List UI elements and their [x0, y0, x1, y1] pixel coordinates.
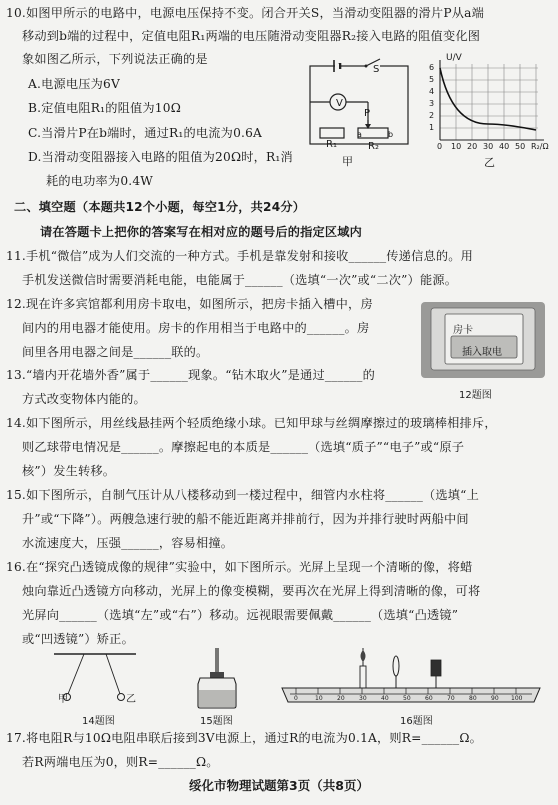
graph-x-tick-50: 50 [515, 142, 526, 151]
q13-line-1: 13.“墙内开花墙外香”属于______现象。“钻木取火”是通过______的 [6, 368, 375, 382]
graph-y-tick-4: 4 [429, 87, 435, 96]
ruler-tick-100: 100 [511, 695, 523, 702]
graph-x-tick-10: 10 [451, 142, 462, 151]
q10-option-d: D.当滑动变阻器接入电路的阻值为20Ω时，R₁消 [28, 150, 293, 164]
graph-y-unit: U/V [446, 53, 462, 63]
q10-line-1: 10.如图甲所示的电路中，电源电压保持不变。闭合开关S，当滑动变阻器的滑片P从a端 [6, 6, 484, 20]
circuit-figure-label: 甲 [342, 155, 353, 168]
r2-label: R₂ [368, 141, 379, 152]
q10-option-c: C.当滑片P在b端时，通过R₁的电流为0.6A [28, 126, 263, 140]
ruler-tick-20: 20 [337, 695, 345, 702]
switch-label: S [373, 64, 380, 75]
ruler-tick-30: 30 [359, 695, 367, 702]
q11-line-2: 手机发送微信时需要消耗电能，电能属于______（选填“一次”或“二次”）能源。 [22, 273, 458, 287]
q14-line-1: 14.如下图所示，用丝线悬挂两个轻质绝缘小球。已知甲球与丝绸摩擦过的玻璃棒相排斥， [6, 416, 497, 430]
q16-figure-caption: 16题图 [400, 716, 433, 727]
graph-y-tick-5: 5 [429, 75, 435, 84]
q12-figure-caption: 12题图 [459, 390, 492, 401]
q14-figure-caption: 14题图 [82, 716, 115, 727]
ruler-tick-90: 90 [491, 695, 499, 702]
q14-line-2: 则乙球带电情况是______。摩擦起电的本质是______（选填“质子”“电子”或“原子 [22, 440, 465, 454]
graph-x-tick-20: 20 [467, 142, 478, 151]
q16-line-2: 烛向靠近凸透镜方向移动，光屏上的像变模糊，要再次在光屏上得到清晰的像，可将 [22, 584, 481, 598]
end-b-label: b [388, 130, 394, 139]
graph-x-tick-40: 40 [499, 142, 510, 151]
q10-voltage-graph [426, 56, 552, 148]
slider-label: P [364, 108, 371, 119]
q12-line-3: 间里各用电器之间是______联的。 [22, 345, 209, 359]
end-a-label: a [357, 130, 362, 139]
card-text: 房卡 [453, 325, 473, 336]
q10-line-2: 移动到b端的过程中，定值电阻R₁两端的电压随滑动变阻器R₂接入电路的阻值变化图 [22, 29, 481, 43]
ruler-tick-40: 40 [381, 695, 389, 702]
ruler-tick-10: 10 [315, 695, 323, 702]
graph-y-tick-1: 1 [429, 123, 435, 132]
ruler-tick-0: 0 [294, 695, 298, 702]
graph-x-tick-30: 30 [483, 142, 494, 151]
graph-y-tick-2: 2 [429, 111, 435, 120]
graph-y-tick-6: 6 [429, 63, 435, 72]
q12-room-card-figure [419, 300, 547, 380]
q11-line-1: 11.手机“微信”成为人们交流的一种方式。手机是靠发射和接收______传递信息的。用 [6, 249, 474, 263]
q16-line-4: 或“凹透镜”）矫正。 [22, 632, 134, 646]
graph-y-tick-3: 3 [429, 99, 435, 108]
q15-line-3: 水流速度大，压强______，容易相撞。 [22, 536, 234, 550]
section-2-title: 二、填空题（本题共12个小题，每空1分，共24分） [14, 200, 306, 214]
q10-option-a: A.电源电压为6V [28, 77, 120, 91]
ruler-tick-70: 70 [447, 695, 455, 702]
q10-option-b: B.定值电阻R₁的阻值为10Ω [28, 101, 182, 115]
ball-jia-label: 甲 [58, 694, 68, 705]
q12-line-2: 间内的用电器才能使用。房卡的作用相当于电路中的______。房 [22, 321, 370, 335]
q15-line-1: 15.如下图所示，自制气压计从八楼移动到一楼过程中，细管内水柱将______（选填“上 [6, 488, 479, 502]
voltmeter-label: V [336, 98, 343, 109]
q16-line-1: 16.在“探究凸透镜成像的规律”实验中，如下图所示。光屏上呈现一个清晰的像，将蜡 [6, 560, 473, 574]
q10-option-d-cont: 耗的电功率为0.4W [46, 174, 154, 188]
q13-line-2: 方式改变物体内能的。 [22, 392, 146, 406]
section-2-note: 请在答题卡上把你的答案写在相对应的题号后的指定区域内 [40, 225, 363, 239]
ruler-tick-60: 60 [425, 695, 433, 702]
q15-line-2: 升”或“下降”）。两艘急速行驶的船不能近距离并排前行，因为并排行驶时两船中间 [22, 512, 469, 526]
graph-figure-label: 乙 [484, 156, 495, 169]
q12-line-1: 12.现在许多宾馆都利用房卡取电，如图所示，把房卡插入槽中，房 [6, 297, 373, 311]
q10-circuit-diagram [304, 54, 416, 154]
q17-line-1: 17.将电阻R与10Ω电阻串联后接到3V电源上，通过R的电流为0.1A，则R=______Ω。 [6, 731, 483, 745]
page-footer: 绥化市物理试题第3页（共8页） [189, 778, 369, 793]
q14-line-3: 核”）发生转移。 [22, 464, 116, 478]
q15-figure-caption: 15题图 [200, 716, 233, 727]
q15-barometer-figure [188, 646, 244, 710]
ball-yi-label: 乙 [126, 694, 136, 705]
ruler-tick-50: 50 [403, 695, 411, 702]
r1-label: R₁ [326, 139, 337, 150]
q17-line-2: 若R两端电压为0，则R=______Ω。 [22, 755, 219, 769]
graph-x-tick-0: 0 [437, 142, 443, 151]
ruler-tick-80: 80 [469, 695, 477, 702]
q10-line-3: 象如图乙所示，下列说法正确的是 [22, 52, 208, 66]
card-slot-text: 插入取电 [462, 347, 502, 358]
q16-line-3: 光屏向______（选填“左”或“右”）移动。远视眼需要佩戴______（选填“凸透镜” [22, 608, 459, 622]
graph-x-unit: R₂/Ω [531, 142, 549, 151]
